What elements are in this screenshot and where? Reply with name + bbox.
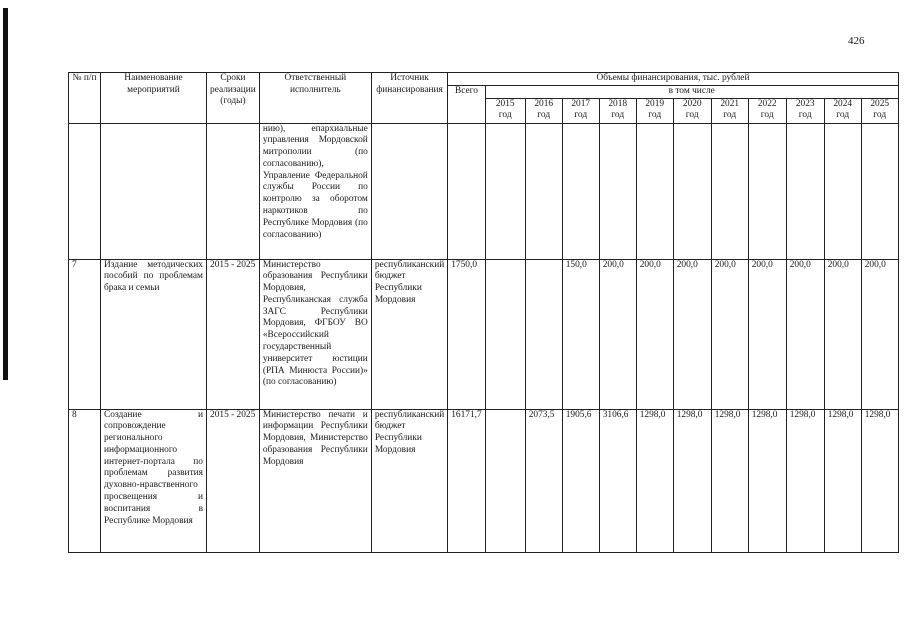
header-year [525,98,562,123]
row-year-value: 200,0 [636,259,673,409]
row-year-value: 200,0 [861,259,898,409]
header-year-value: 2022 [757,98,777,109]
row-total: 16171,7 [448,409,485,552]
row-year-value [861,123,898,259]
row-year-value: 1298,0 [673,409,711,552]
header-year-unit: год [498,110,512,120]
table-row [69,123,899,259]
header-year-unit: год [798,110,812,120]
row-year-value: 150,0 [562,259,599,409]
row-year-value [711,123,748,259]
row-year-value: 1298,0 [711,409,748,552]
header-year-unit: год [648,110,662,120]
row-year-value: 1298,0 [786,409,824,552]
header-year-unit: год [873,110,887,120]
row-total: 1750,0 [448,259,485,409]
row-source: республиканский бюджет Республики Мордовия [371,259,447,409]
row-year-value [824,123,861,259]
row-source [371,123,447,259]
row-num [69,123,101,259]
header-year-value: 2019 [645,98,665,109]
header-year [562,98,599,123]
row-year-value [673,123,711,259]
row-year-value: 1905,6 [562,409,599,552]
row-year-value: 3106,6 [599,409,636,552]
row-num: 7 [69,259,101,409]
header-name: Наименование мероприятий [101,73,207,124]
header-year-unit: год [723,110,737,120]
row-year-value: 2073,5 [525,409,562,552]
header-year-value: 2016 [534,98,554,109]
row-year-value: 200,0 [599,259,636,409]
header-year-value: 2025 [870,98,890,109]
header-year [711,98,748,123]
table-row [69,259,899,409]
header-source: Источник финансирования [371,73,447,124]
row-name [101,123,207,259]
header-year-value: 2018 [608,98,628,109]
table-row [69,409,899,552]
header-year-unit: год [611,110,625,120]
row-terms: 2015 - 2025 [207,259,260,409]
header-year-value: 2015 [495,98,515,109]
row-year-value [525,123,562,259]
row-executor: Министерство печати и информации Республики Мордовия, Министерство образования Республики Мордовия [259,409,371,552]
row-num: 8 [69,409,101,552]
header-year [748,98,786,123]
row-year-value: 1298,0 [824,409,861,552]
row-year-value [748,123,786,259]
row-year-value: 1298,0 [861,409,898,552]
row-year-value: 200,0 [824,259,861,409]
header-executor: Ответственный исполнитель [259,73,371,124]
header-year-value: 2020 [682,98,702,109]
header-year-unit: год [685,110,699,120]
row-year-value [525,259,562,409]
row-year-value [562,123,599,259]
row-year-value [636,123,673,259]
row-terms [207,123,260,259]
header-year [861,98,898,123]
header-year-unit: год [836,110,850,120]
header-year-value: 2024 [833,98,853,109]
page-number: 426 [848,35,865,47]
header-num: № п/п [69,73,101,124]
header-year [485,98,525,123]
row-year-value [485,259,525,409]
row-source: республиканский бюджет Республики Мордовия [371,409,447,552]
header-year-value: 2017 [571,98,591,109]
row-name: Издание методических пособий по проблемам брака и семьи [101,259,207,409]
row-year-value [485,409,525,552]
header-year-unit: год [537,110,551,120]
header-year-value: 2023 [795,98,815,109]
row-year-value: 200,0 [711,259,748,409]
row-year-value [485,123,525,259]
header-year-value: 2021 [720,98,740,109]
header-year [599,98,636,123]
row-year-value: 200,0 [786,259,824,409]
row-year-value: 1298,0 [636,409,673,552]
header-year [824,98,861,123]
header-terms: Сроки реализации (годы) [207,73,260,124]
header-total: Всего [448,86,485,124]
financing-table [68,72,899,553]
header-year-unit: год [574,110,588,120]
scan-edge-bar [3,8,8,380]
row-executor: нию), епархиальные управления Мордовской митрополии (по согласованию), Управление Федеральной службы России по контролю за оборотом наркотиков по Республике Мордовия (по согласованию) [259,123,371,259]
row-terms: 2015 - 2025 [207,409,260,552]
header-year [673,98,711,123]
row-year-value: 200,0 [748,259,786,409]
row-year-value: 1298,0 [748,409,786,552]
header-including: в том числе [485,86,898,99]
row-year-value: 200,0 [673,259,711,409]
header-year-unit: год [760,110,774,120]
row-year-value [786,123,824,259]
header-year [786,98,824,123]
row-executor: Министерство образования Республики Мордовия, Республиканская служба ЗАГС Республики Мордовия, ФГБОУ ВО «Всероссийский государственный университет юстиции (РПА Минюста России)» (по согласованию) [259,259,371,409]
row-total [448,123,485,259]
header-year [636,98,673,123]
row-year-value [599,123,636,259]
header-volumes: Объемы финансирования, тыс. рублей [448,73,898,86]
row-name: Создание и сопровождение регионального информационного интернет-портала по проблемам развития духовно-нравственного просвещения и воспитания в Республике Мордовия [101,409,207,552]
